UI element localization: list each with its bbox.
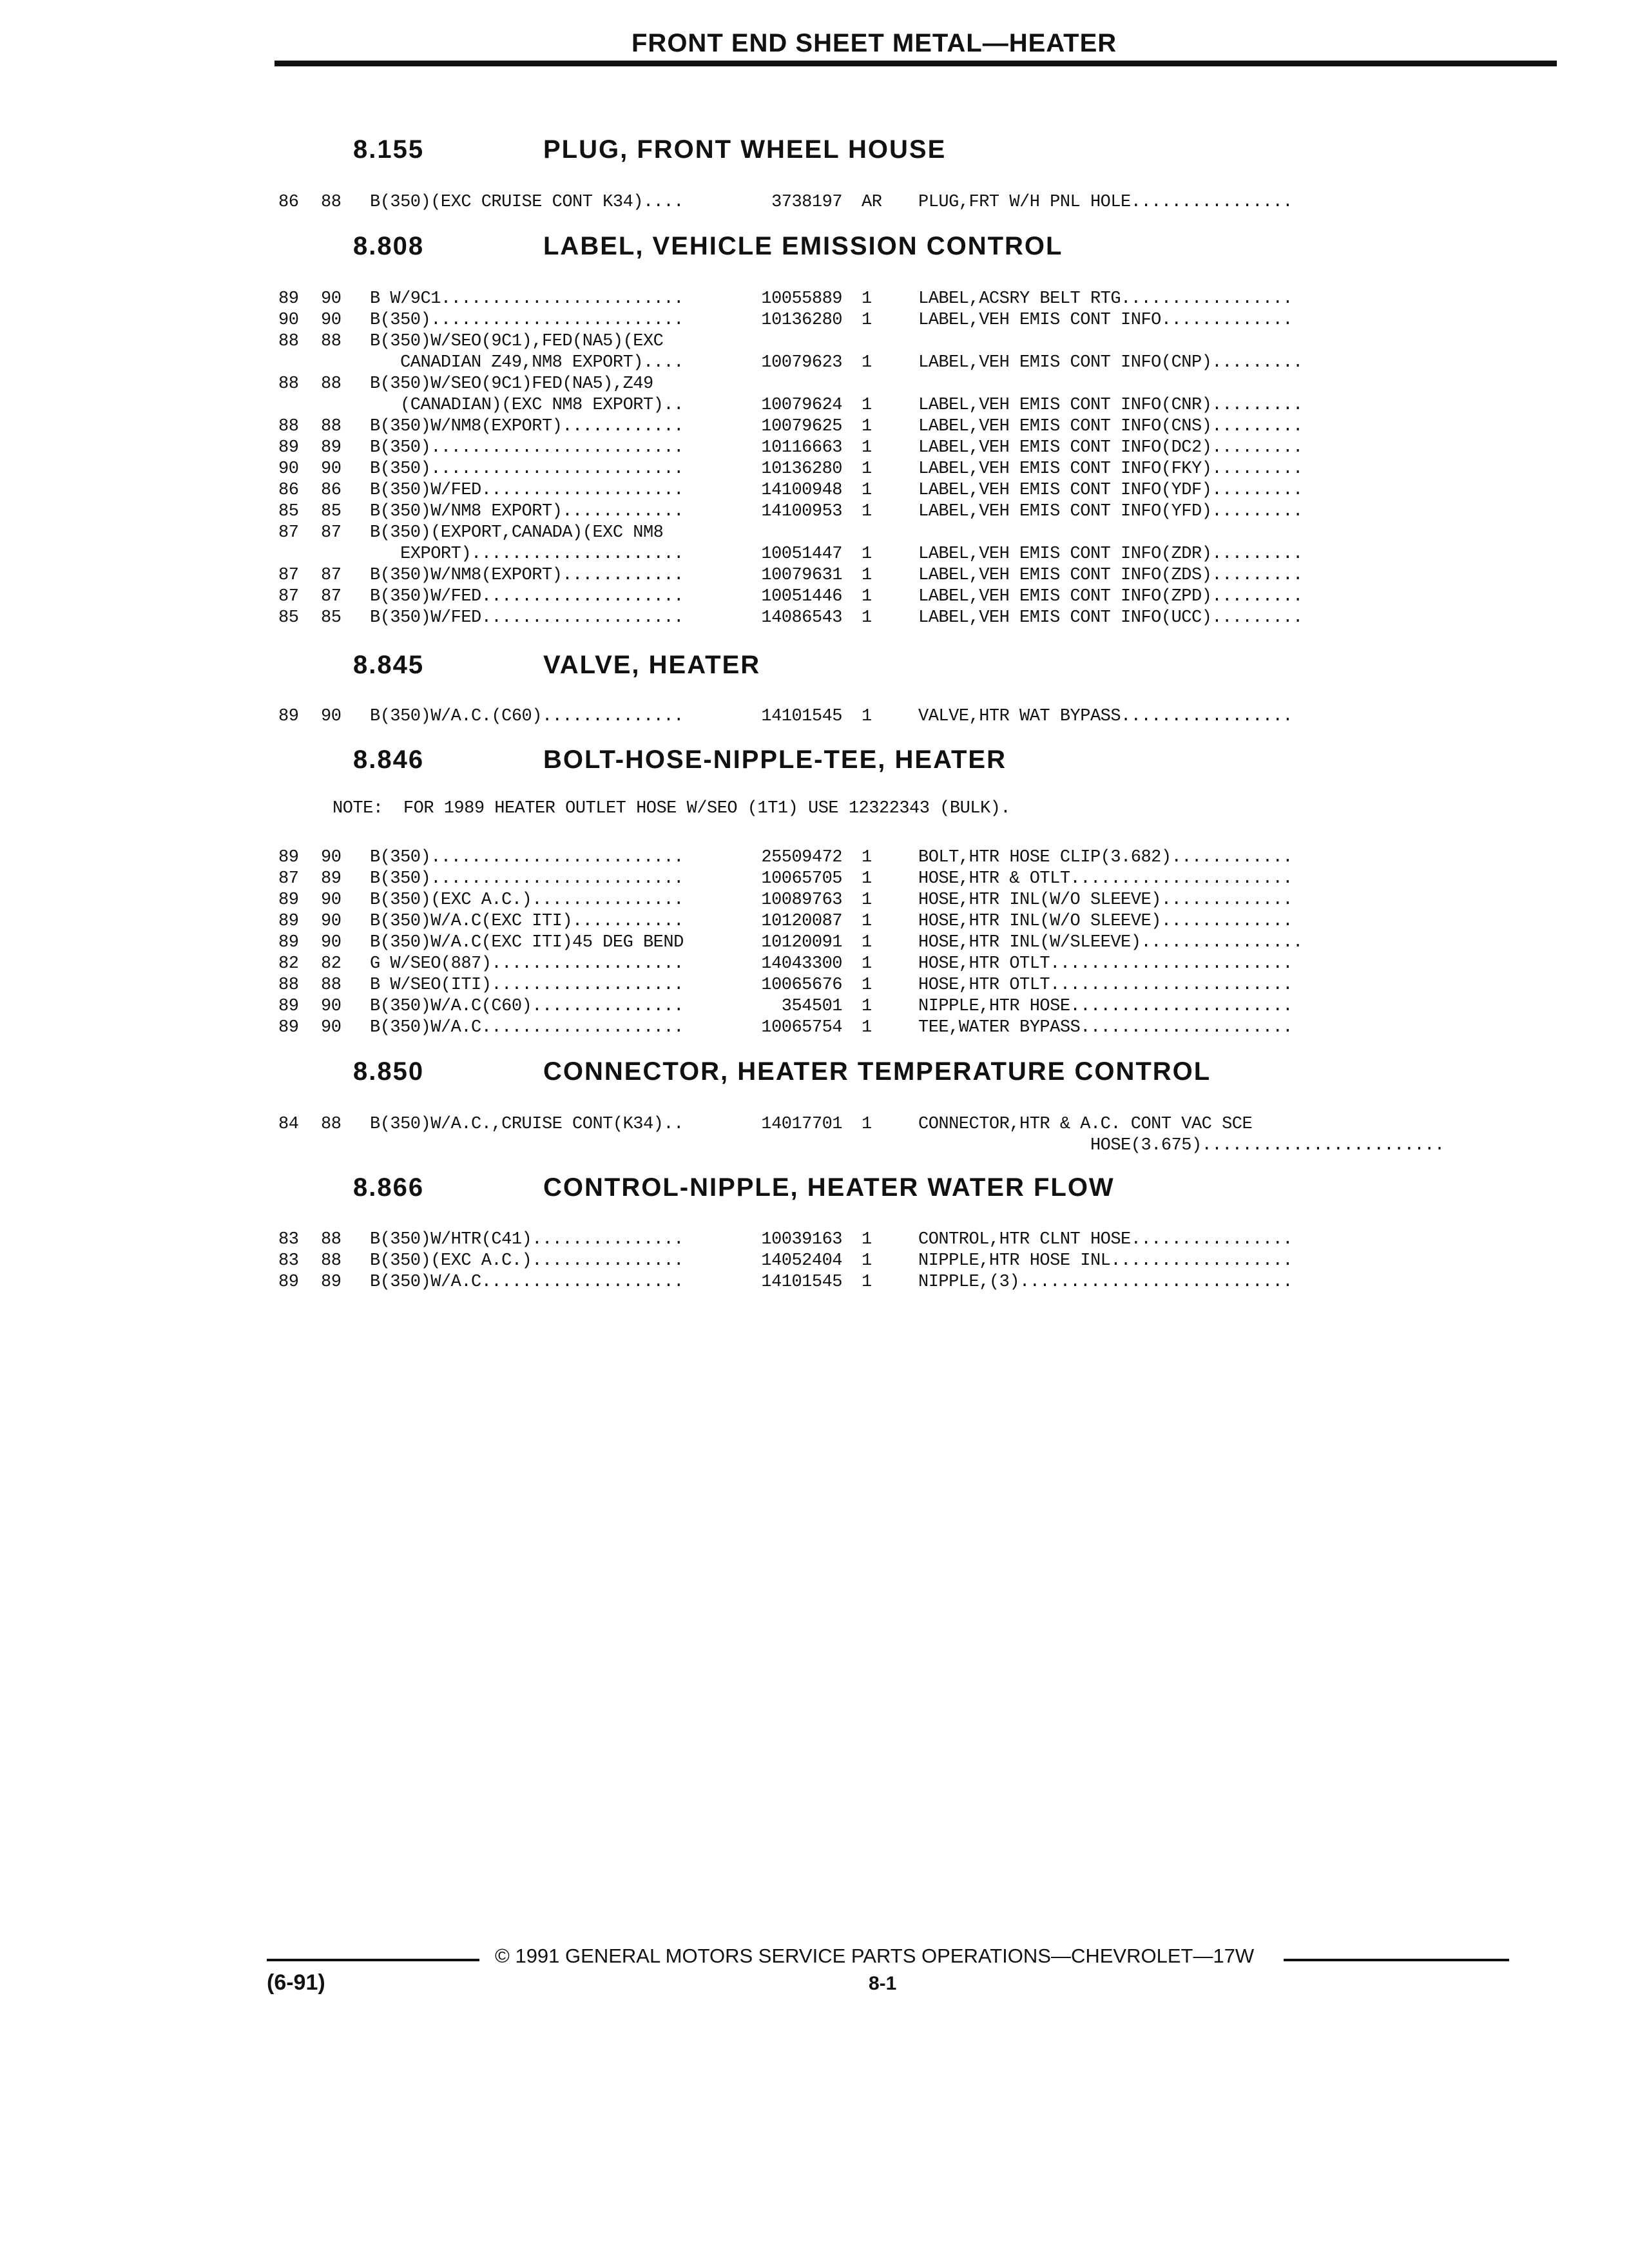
parts-row [0,847,1629,869]
section-number: 8.155 [353,135,425,164]
application-cell: B(350)(EXC CRUISE CONT K34).... [370,193,684,212]
part-number-cell: 10039163 [761,1230,842,1249]
part-number-cell: 25509472 [761,848,842,867]
quantity-cell: 1 [862,566,872,585]
year-from-cell: 85 [278,502,299,521]
year-to-cell: 88 [321,975,342,995]
description-cell: HOSE(3.675)........................ [918,1136,1445,1155]
application-cell: B(350)......................... [370,311,684,330]
parts-row [0,890,1629,911]
parts-row [0,310,1629,331]
quantity-cell: 1 [862,1115,872,1134]
description-cell: BOLT,HTR HOSE CLIP(3.682)............ [918,848,1293,867]
application-cell: B(350)W/FED.................... [370,608,684,628]
section-number: 8.850 [353,1057,425,1086]
year-from-cell: 89 [278,438,299,457]
year-from-cell: 89 [278,1273,299,1292]
year-from-cell: 88 [278,975,299,995]
parts-row [0,501,1629,523]
year-from-cell: 83 [278,1230,299,1249]
parts-row [0,459,1629,480]
description-cell: PLUG,FRT W/H PNL HOLE................ [918,193,1293,212]
quantity-cell: 1 [862,417,872,436]
application-cell: B(350)(EXC A.C.)............... [370,1251,684,1271]
quantity-cell: 1 [862,707,872,726]
part-number-cell: 14100953 [761,502,842,521]
part-number-cell: 10079631 [761,566,842,585]
year-from-cell: 89 [278,848,299,867]
description-cell: CONTROL,HTR CLNT HOSE................ [918,1230,1293,1249]
parts-row [0,192,1629,213]
application-cell: B(350)W/A.C.................... [370,1018,684,1037]
description-cell: LABEL,VEH EMIS CONT INFO(CNP)......... [918,353,1303,372]
part-number-cell: 10120091 [761,933,842,952]
part-number-cell: 10051446 [761,587,842,606]
page-header [275,26,1557,66]
year-to-cell: 88 [321,332,342,351]
year-from-cell: 85 [278,608,299,628]
parts-row [0,437,1629,459]
description-cell: HOSE,HTR OTLT........................ [918,975,1293,995]
year-to-cell: 90 [321,289,342,309]
year-from-cell: 86 [278,481,299,500]
application-cell: B(350)W/A.C(EXC ITI)45 DEG BEND [370,933,684,952]
description-cell: NIPPLE,HTR HOSE INL.................. [918,1251,1293,1271]
quantity-cell: 1 [862,975,872,995]
quantity-cell: 1 [862,1251,872,1271]
section-title: CONNECTOR, HEATER TEMPERATURE CONTROL [543,1057,1211,1086]
year-to-cell: 90 [321,933,342,952]
part-number-cell: 354501 [781,997,842,1016]
parts-row [0,352,1629,374]
quantity-cell: 1 [862,1018,872,1037]
quantity-cell: 1 [862,289,872,309]
year-to-cell: 82 [321,954,342,974]
part-number-cell: 14086543 [761,608,842,628]
application-cell: B(350)W/FED.................... [370,587,684,606]
part-number-cell: 10065676 [761,975,842,995]
application-cell: B(350)W/HTR(C41)............... [370,1230,684,1249]
description-cell: NIPPLE,HTR HOSE...................... [918,997,1293,1016]
parts-row [0,975,1629,996]
year-from-cell: 83 [278,1251,299,1271]
section-title: VALVE, HEATER [543,651,761,679]
part-number-cell: 10136280 [761,459,842,479]
footer-date: (6-91) [267,1970,325,1995]
year-from-cell: 87 [278,566,299,585]
year-to-cell: 87 [321,587,342,606]
description-cell: CONNECTOR,HTR & A.C. CONT VAC SCE [918,1115,1253,1134]
year-from-cell: 82 [278,954,299,974]
section-title: BOLT-HOSE-NIPPLE-TEE, HEATER [543,745,1007,774]
parts-row [0,1229,1629,1251]
parts-row [0,395,1629,416]
description-cell: LABEL,VEH EMIS CONT INFO(YDF)......... [918,481,1303,500]
description-cell: NIPPLE,(3)........................... [918,1273,1293,1292]
parts-row [0,523,1629,544]
description-cell: LABEL,VEH EMIS CONT INFO(ZPD)......... [918,587,1303,606]
year-to-cell: 88 [321,1115,342,1134]
year-from-cell: 89 [278,890,299,910]
part-number-cell: 14043300 [761,954,842,974]
parts-row [0,608,1629,629]
parts-row [0,1135,1629,1157]
quantity-cell: 1 [862,869,872,889]
year-to-cell: 90 [321,459,342,479]
year-to-cell: 90 [321,997,342,1016]
parts-row [0,869,1629,890]
part-number-cell: 10055889 [761,289,842,309]
year-to-cell: 89 [321,1273,342,1292]
application-cell: B(350)......................... [370,459,684,479]
description-cell: LABEL,VEH EMIS CONT INFO............. [918,311,1293,330]
quantity-cell: 1 [862,912,872,931]
year-to-cell: 90 [321,311,342,330]
year-to-cell: 87 [321,566,342,585]
application-cell: B(350)W/NM8(EXPORT)............ [370,417,684,436]
quantity-cell: 1 [862,438,872,457]
description-cell: TEE,WATER BYPASS..................... [918,1018,1293,1037]
year-to-cell: 90 [321,890,342,910]
section-number: 8.846 [353,745,425,774]
year-to-cell: 87 [321,523,342,543]
section-heading [353,232,1063,261]
application-cell: (CANADIAN)(EXC NM8 EXPORT).. [370,396,684,415]
year-from-cell: 89 [278,289,299,309]
application-cell: EXPORT)..................... [370,544,684,564]
year-to-cell: 90 [321,1018,342,1037]
parts-row [0,1017,1629,1039]
quantity-cell: AR [862,193,882,212]
parts-row [0,331,1629,352]
description-cell: LABEL,VEH EMIS CONT INFO(CNS)......... [918,417,1303,436]
year-to-cell: 86 [321,481,342,500]
parts-row [0,1251,1629,1272]
description-cell: HOSE,HTR INL(W/O SLEEVE)............. [918,890,1293,910]
quantity-cell: 1 [862,1273,872,1292]
application-cell: B(350)W/SEO(9C1),FED(NA5)(EXC [370,332,664,351]
parts-row [0,706,1629,727]
quantity-cell: 1 [862,997,872,1016]
part-number-cell: 3738197 [771,193,842,212]
parts-row [0,565,1629,586]
page-number: 8-1 [869,1973,897,1994]
application-cell: B(350)......................... [370,848,684,867]
year-to-cell: 90 [321,912,342,931]
application-cell: B(350)W/A.C.................... [370,1273,684,1292]
page-title: FRONT END SHEET METAL—HEATER [631,29,1117,57]
parts-row [0,996,1629,1017]
part-number-cell: 14052404 [761,1251,842,1271]
quantity-cell: 1 [862,481,872,500]
description-cell: LABEL,VEH EMIS CONT INFO(FKY)......... [918,459,1303,479]
parts-row [0,289,1629,310]
quantity-cell: 1 [862,890,872,910]
application-cell: B(350)W/NM8(EXPORT)............ [370,566,684,585]
quantity-cell: 1 [862,608,872,628]
quantity-cell: 1 [862,587,872,606]
year-from-cell: 87 [278,523,299,543]
quantity-cell: 1 [862,1230,872,1249]
parts-row [0,416,1629,437]
part-number-cell: 10079623 [761,353,842,372]
part-number-cell: 10079624 [761,396,842,415]
application-cell: B(350)W/A.C.,CRUISE CONT(K34).. [370,1115,684,1134]
parts-row [0,586,1629,608]
quantity-cell: 1 [862,933,872,952]
year-to-cell: 88 [321,417,342,436]
quantity-cell: 1 [862,954,872,974]
application-cell: CANADIAN Z49,NM8 EXPORT).... [370,353,684,372]
part-number-cell: 14017701 [761,1115,842,1134]
section-heading [353,745,1007,774]
year-from-cell: 89 [278,1018,299,1037]
description-cell: HOSE,HTR OTLT........................ [918,954,1293,974]
part-number-cell: 10079625 [761,417,842,436]
parts-row [0,1114,1629,1135]
description-cell: LABEL,ACSRY BELT RTG................. [918,289,1293,309]
application-cell: B W/SEO(ITI)................... [370,975,684,995]
section-heading [353,1057,1211,1086]
parts-row [0,954,1629,975]
section-heading [353,1173,1115,1202]
parts-row [0,480,1629,501]
description-cell: LABEL,VEH EMIS CONT INFO(CNR)......... [918,396,1303,415]
part-number-cell: 10116663 [761,438,842,457]
section-number: 8.845 [353,651,425,679]
footer-copyright: © 1991 GENERAL MOTORS SERVICE PARTS OPERATIONS—CHEVROLET—17W [495,1945,1255,1967]
quantity-cell: 1 [862,311,872,330]
year-to-cell: 89 [321,438,342,457]
year-from-cell: 90 [278,459,299,479]
description-cell: LABEL,VEH EMIS CONT INFO(YFD)......... [918,502,1303,521]
year-from-cell: 88 [278,332,299,351]
application-cell: G W/SEO(887)................... [370,954,684,974]
part-number-cell: 10136280 [761,311,842,330]
part-number-cell: 10051447 [761,544,842,564]
parts-row [0,932,1629,954]
part-number-cell: 10065754 [761,1018,842,1037]
part-number-cell: 14101545 [761,707,842,726]
part-number-cell: 14101545 [761,1273,842,1292]
year-from-cell: 88 [278,374,299,394]
quantity-cell: 1 [862,502,872,521]
footer-rule-left [267,1959,479,1961]
description-cell: LABEL,VEH EMIS CONT INFO(DC2)......... [918,438,1303,457]
parts-row [0,1272,1629,1293]
application-cell: B(350)(EXC A.C.)............... [370,890,684,910]
year-to-cell: 88 [321,374,342,394]
application-cell: B(350)......................... [370,869,684,889]
year-from-cell: 84 [278,1115,299,1134]
year-from-cell: 89 [278,997,299,1016]
year-from-cell: 87 [278,869,299,889]
year-to-cell: 90 [321,707,342,726]
part-number-cell: 10065705 [761,869,842,889]
description-cell: HOSE,HTR INL(W/O SLEEVE)............. [918,912,1293,931]
description-cell: VALVE,HTR WAT BYPASS................. [918,707,1293,726]
year-to-cell: 88 [321,1251,342,1271]
application-cell: B(350)......................... [370,438,684,457]
section-heading [353,135,946,164]
section-title: LABEL, VEHICLE EMISSION CONTROL [543,232,1063,260]
year-from-cell: 89 [278,707,299,726]
year-to-cell: 88 [321,193,342,212]
section-note: NOTE: FOR 1989 HEATER OUTLET HOSE W/SEO (1T1) USE 12322343 (BULK). [333,799,1011,818]
application-cell: B(350)W/A.C(C60)............... [370,997,684,1016]
quantity-cell: 1 [862,459,872,479]
year-to-cell: 88 [321,1230,342,1249]
year-to-cell: 89 [321,869,342,889]
year-to-cell: 90 [321,848,342,867]
application-cell: B(350)W/SEO(9C1)FED(NA5),Z49 [370,374,653,394]
description-cell: LABEL,VEH EMIS CONT INFO(UCC)......... [918,608,1303,628]
part-number-cell: 10120087 [761,912,842,931]
section-heading [353,651,760,680]
year-from-cell: 89 [278,933,299,952]
quantity-cell: 1 [862,848,872,867]
description-cell: HOSE,HTR INL(W/SLEEVE)................ [918,933,1303,952]
year-from-cell: 86 [278,193,299,212]
description-cell: LABEL,VEH EMIS CONT INFO(ZDS)......... [918,566,1303,585]
part-number-cell: 10089763 [761,890,842,910]
year-to-cell: 85 [321,608,342,628]
year-from-cell: 90 [278,311,299,330]
section-number: 8.866 [353,1173,425,1202]
footer-rule-right [1284,1959,1509,1961]
description-cell: HOSE,HTR & OTLT...................... [918,869,1293,889]
application-cell: B(350)W/FED.................... [370,481,684,500]
parts-row [0,911,1629,932]
quantity-cell: 1 [862,353,872,372]
year-to-cell: 85 [321,502,342,521]
parts-row [0,374,1629,395]
application-cell: B(350)W/A.C(EXC ITI)........... [370,912,684,931]
section-title: CONTROL-NIPPLE, HEATER WATER FLOW [543,1173,1115,1202]
part-number-cell: 14100948 [761,481,842,500]
year-from-cell: 87 [278,587,299,606]
section-title: PLUG, FRONT WHEEL HOUSE [543,135,947,164]
quantity-cell: 1 [862,544,872,564]
year-from-cell: 88 [278,417,299,436]
application-cell: B(350)(EXPORT,CANADA)(EXC NM8 [370,523,664,543]
year-from-cell: 89 [278,912,299,931]
description-cell: LABEL,VEH EMIS CONT INFO(ZDR)......... [918,544,1303,564]
quantity-cell: 1 [862,396,872,415]
section-number: 8.808 [353,232,425,260]
application-cell: B(350)W/A.C.(C60).............. [370,707,684,726]
application-cell: B W/9C1........................ [370,289,684,309]
parts-row [0,544,1629,565]
application-cell: B(350)W/NM8 EXPORT)............ [370,502,684,521]
